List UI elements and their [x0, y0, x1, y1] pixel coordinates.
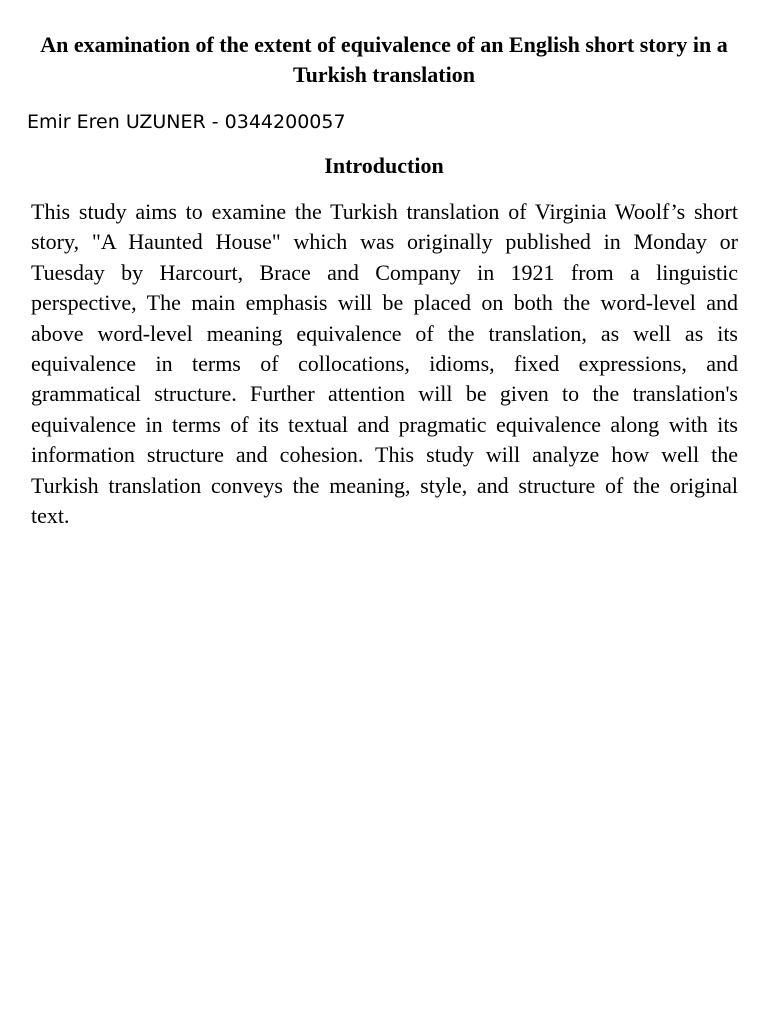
- document-title: An examination of the extent of equivalence of an English short story in a Turkish translation: [40, 32, 728, 87]
- body-paragraph: This study aims to examine the Turkish translation of Virginia Woolf’s short story, "A Haunted House" which was originally published in Monday or Tuesday by Harcourt, Brace and Company in 1921 from a linguistic perspective, The main emphasis will be placed on both the word-level and above word-level meaning equivalence of the translation, as well as its equivalence in terms of collocations, idioms, fixed expressions, and grammatical structure. Further attention will be given to the translation's equivalence in terms of its textual and pragmatic equivalence along with its information structure and cohesion. This study will analyze how well the Turkish translation conveys the meaning, style, and structure of the original text.: [31, 199, 738, 529]
- author-line: Emir Eren UZUNER - 0344200057: [27, 111, 346, 133]
- section-heading: Introduction: [324, 153, 444, 178]
